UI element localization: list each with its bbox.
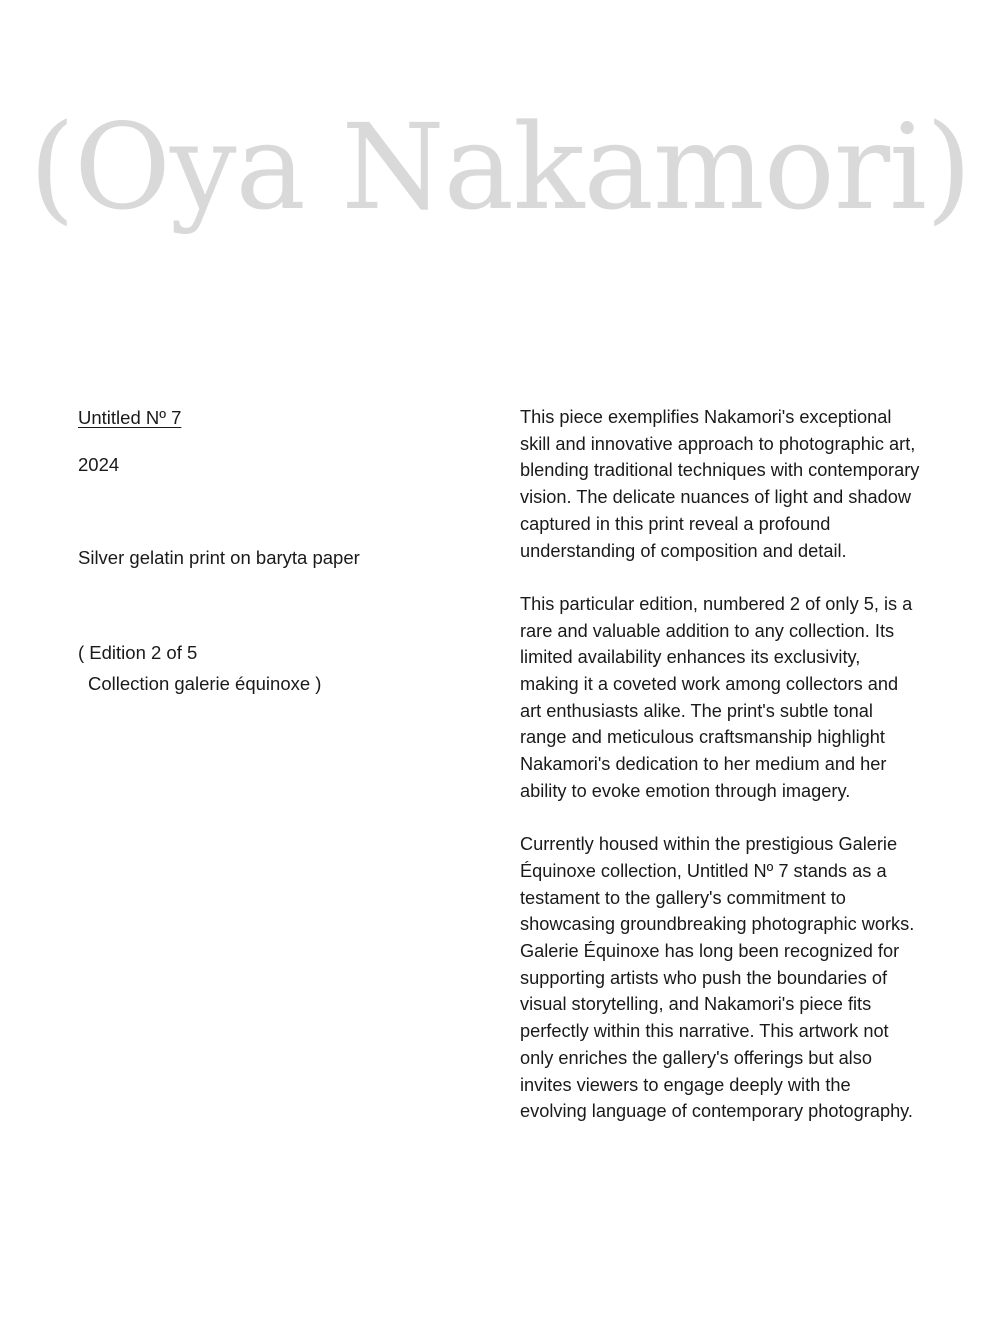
artwork-details	[78, 404, 458, 699]
description-paragraph: This particular edition, numbered 2 of only 5, is a rare and valuable addition to any collection. Its limited availability enhances its exclusivity, making it a coveted work among collectors and art enthusiasts alike. The print's subtle tonal range and meticulous craftsmanship highlight Nakamori's dedication to her medium and her ability to evoke emotion through imagery.	[520, 593, 913, 801]
collection-name: Collection galerie équinoxe )	[88, 673, 322, 694]
artwork-title-link[interactable]: Untitled Nº 7	[78, 407, 182, 428]
edition-number: ( Edition 2 of 5	[78, 642, 198, 663]
artwork-year: 2024	[78, 454, 120, 475]
description-paragraph: This piece exemplifies Nakamori's exceptional skill and innovative approach to photographic art, blending traditional techniques with contemporary vision. The delicate nuances of light and shadow captured in this print reveal a profound understanding of composition and detail.	[520, 407, 920, 561]
description-paragraph: Currently housed within the prestigious Galerie Équinoxe collection, Untitled Nº 7 stands as a testament to the gallery's commitment to showcasing groundbreaking photographic works. Galerie Équinoxe has long been recognized for supporting artists who push the boundaries of visual storytelling, and Nakamori's piece fits perfectly within this narrative. This artwork not only enriches the gallery's offerings but also invites viewers to engage deeply with the evolving language of contemporary photography.	[520, 834, 915, 1122]
artist-name-heading: (Oya Nakamori)	[29, 98, 971, 236]
artwork-medium: Silver gelatin print on baryta paper	[78, 547, 360, 568]
edition-info	[78, 637, 458, 699]
artwork-description	[520, 404, 920, 1152]
